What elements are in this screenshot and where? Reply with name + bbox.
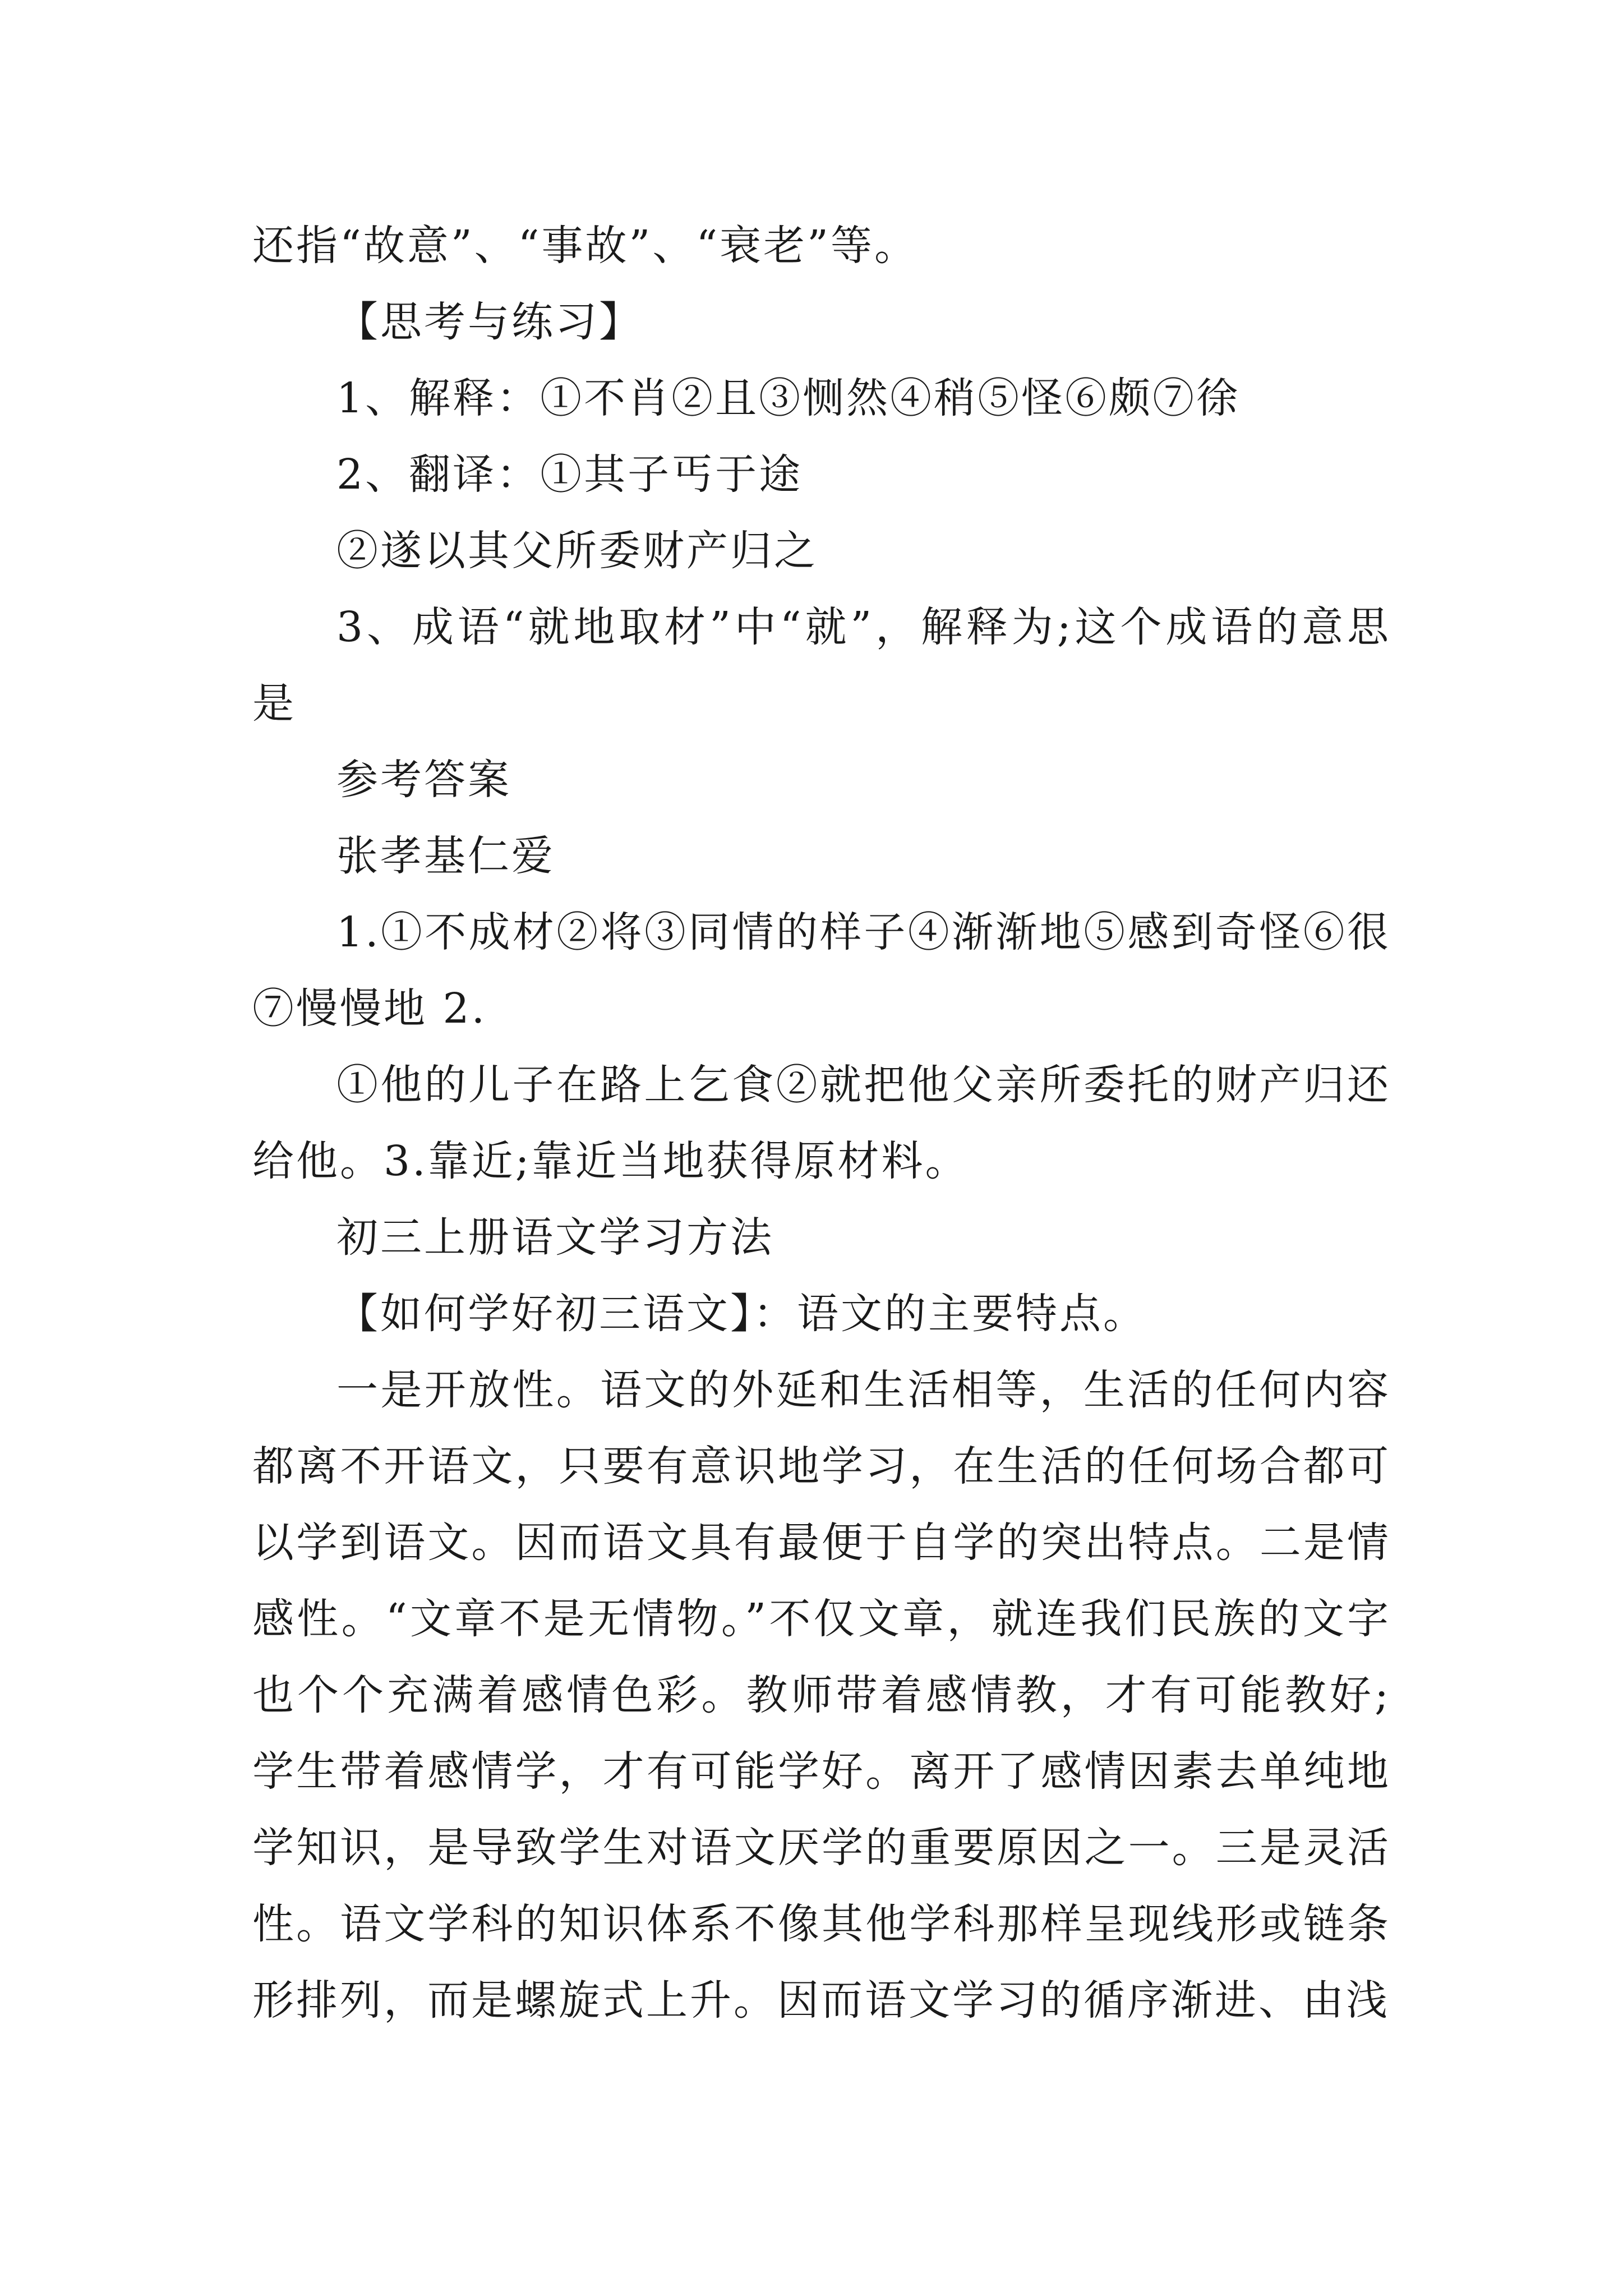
paragraph-answer-1: 1.①不成材②将③同情的样子④渐渐地⑤感到奇怪⑥很⑦慢慢地 2. xyxy=(252,908,1391,1033)
paragraph-exercise-heading: 【思考与练习】 xyxy=(336,298,643,346)
paragraph-section-title: 初三上册语文学习方法 xyxy=(336,1213,774,1262)
paragraph-exercise-3: 3、成语“就地取材”中“就”，解释为;这个成语的意思是 xyxy=(252,603,1391,728)
paragraph-exercise-1: 1、解释：①不肖②且③恻然④稍⑤怪⑥颇⑦徐 xyxy=(336,374,1241,422)
paragraph-body: 一是开放性。语文的外延和生活相等，生活的任何内容都离不开语文，只要有意识地学习，在生活的任何场合都可以学到语文。因而语文具有最便于自学的突出特点。二是情感性。“文章不是无情物。”不仅文章，就连我们民族的文字也个个充满着感情色彩。教师带着感情教，才有可能教好;学生带着感情学，才有可能学好。离开了感情因素去单纯地学知识，是导致学生对语文厌学的重要原因之一。三是灵活性。语文学科的知识体系不像其他学科那样呈现线形或链条形排列，而是螺旋式上升。因而语文学习的循序渐进、由浅 xyxy=(252,1366,1391,2024)
paragraph-answer-title: 张孝基仁爱 xyxy=(336,832,555,880)
paragraph-exercise-2: 2、翻译：①其子丐于途 xyxy=(336,450,803,499)
document-body xyxy=(252,208,1391,2039)
paragraph-answer-2: ①他的儿子在路上乞食②就把他父亲所委托的财产归还给他。3.靠近;靠近当地获得原材料。 xyxy=(252,1061,1391,1185)
paragraph-section-subtitle: 【如何学好初三语文】：语文的主要特点。 xyxy=(336,1290,1147,1338)
paragraph-exercise-2b: ②遂以其父所委财产归之 xyxy=(336,527,818,575)
paragraph-0: 还指“故意”、“事故”、“衰老”等。 xyxy=(252,222,918,270)
paragraph-answer-heading: 参考答案 xyxy=(336,756,511,804)
